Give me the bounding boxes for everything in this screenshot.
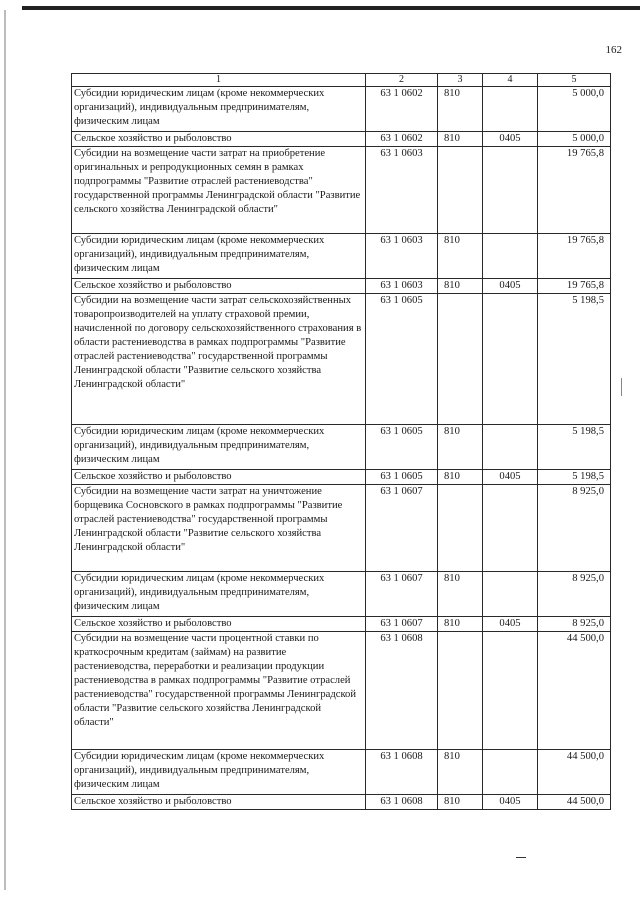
row-name: Сельское хозяйство и рыболовство	[72, 279, 366, 294]
row-code: 63 1 0603	[366, 234, 438, 279]
row-sum: 19 765,8	[538, 147, 611, 234]
scan-border-left	[4, 10, 6, 890]
row-sum: 5 198,5	[538, 425, 611, 470]
row-rz	[483, 632, 538, 750]
row-name: Субсидии на возмещение части затрат на приобретение оригинальных и репродукционных семян в рамках подпрограммы "Развитие отраслей растениеводства" государственной программы Ленинградской области "Развитие сельского хозяйства Ленинградской области"	[72, 147, 366, 234]
row-sum: 44 500,0	[538, 795, 611, 810]
table-body	[72, 87, 611, 810]
row-code: 63 1 0607	[366, 572, 438, 617]
budget-table	[71, 73, 611, 810]
column-header: 4	[483, 74, 538, 87]
column-header: 3	[438, 74, 483, 87]
row-code: 63 1 0605	[366, 425, 438, 470]
row-vr	[438, 294, 483, 425]
row-vr: 810	[438, 470, 483, 485]
row-code: 63 1 0608	[366, 632, 438, 750]
table-row	[72, 485, 611, 572]
row-vr: 810	[438, 279, 483, 294]
column-header: 1	[72, 74, 366, 87]
row-sum: 19 765,8	[538, 279, 611, 294]
row-sum: 5 000,0	[538, 132, 611, 147]
row-sum: 5 198,5	[538, 470, 611, 485]
row-vr: 810	[438, 750, 483, 795]
row-code: 63 1 0605	[366, 470, 438, 485]
row-sum: 8 925,0	[538, 572, 611, 617]
page-number: 162	[605, 44, 622, 56]
row-name: Субсидии юридическим лицам (кроме некоммерческих организаций), индивидуальным предпринимателям, физическим лицам	[72, 425, 366, 470]
row-code: 63 1 0602	[366, 132, 438, 147]
row-code: 63 1 0607	[366, 485, 438, 572]
column-header: 2	[366, 74, 438, 87]
row-code: 63 1 0602	[366, 87, 438, 132]
table-row	[72, 572, 611, 617]
row-name: Субсидии на возмещение части затрат на уничтожение борщевика Сосновского в рамках подпрограммы "Развитие отраслей растениеводства" государственной программы Ленинградской области "Развитие сельского хозяйства Ленинградской области"	[72, 485, 366, 572]
margin-mark	[621, 378, 622, 396]
row-rz	[483, 294, 538, 425]
table-row	[72, 294, 611, 425]
row-code: 63 1 0608	[366, 795, 438, 810]
row-vr: 810	[438, 795, 483, 810]
column-header: 5	[538, 74, 611, 87]
table-row	[72, 425, 611, 470]
row-rz	[483, 147, 538, 234]
row-name: Субсидии на возмещение части затрат сельскохозяйственных товаропроизводителей на уплату страховой премии, начисленной по договору сельскохозяйственного страхования в области растениеводства в рамках подпрограммы "Развитие отраслей растениеводства" государственной программы Ленинградской области "Развитие сельского хозяйства Ленинградской области"	[72, 294, 366, 425]
row-vr: 810	[438, 572, 483, 617]
row-sum: 44 500,0	[538, 632, 611, 750]
row-vr: 810	[438, 132, 483, 147]
row-rz	[483, 572, 538, 617]
row-code: 63 1 0603	[366, 279, 438, 294]
row-rz	[483, 750, 538, 795]
row-name: Субсидии юридическим лицам (кроме некоммерческих организаций), индивидуальным предпринимателям, физическим лицам	[72, 572, 366, 617]
table-row	[72, 87, 611, 132]
row-name: Сельское хозяйство и рыболовство	[72, 470, 366, 485]
row-code: 63 1 0605	[366, 294, 438, 425]
row-rz	[483, 87, 538, 132]
row-sum: 5 198,5	[538, 294, 611, 425]
table-row	[72, 470, 611, 485]
row-sum: 8 925,0	[538, 485, 611, 572]
table-row	[72, 750, 611, 795]
row-name: Субсидии юридическим лицам (кроме некоммерческих организаций), индивидуальным предпринимателям, физическим лицам	[72, 750, 366, 795]
row-name: Сельское хозяйство и рыболовство	[72, 617, 366, 632]
row-rz: 0405	[483, 279, 538, 294]
row-name: Субсидии на возмещение части процентной ставки по краткосрочным кредитам (займам) на развитие растениеводства, переработки и реализации продукции растениеводства в рамках подпрограммы "Развитие отраслей растениеводства" государственной программы Ленинградской области "Развитие сельского хозяйства Ленинградской области"	[72, 632, 366, 750]
table-row	[72, 617, 611, 632]
row-vr: 810	[438, 87, 483, 132]
row-code: 63 1 0608	[366, 750, 438, 795]
row-vr: 810	[438, 617, 483, 632]
row-name: Субсидии юридическим лицам (кроме некоммерческих организаций), индивидуальным предпринимателям, физическим лицам	[72, 87, 366, 132]
row-name: Субсидии юридическим лицам (кроме некоммерческих организаций), индивидуальным предпринимателям, физическим лицам	[72, 234, 366, 279]
table-row	[72, 795, 611, 810]
table-row	[72, 132, 611, 147]
table-row	[72, 234, 611, 279]
row-vr	[438, 485, 483, 572]
header-row	[72, 74, 611, 87]
footer-dash	[516, 857, 526, 858]
row-name: Сельское хозяйство и рыболовство	[72, 795, 366, 810]
table-row	[72, 279, 611, 294]
row-code: 63 1 0603	[366, 147, 438, 234]
row-vr: 810	[438, 234, 483, 279]
row-vr: 810	[438, 425, 483, 470]
row-code: 63 1 0607	[366, 617, 438, 632]
row-rz: 0405	[483, 132, 538, 147]
row-rz: 0405	[483, 795, 538, 810]
row-vr	[438, 147, 483, 234]
row-vr	[438, 632, 483, 750]
scan-border-top	[22, 6, 640, 10]
row-rz	[483, 425, 538, 470]
row-rz	[483, 234, 538, 279]
table-row	[72, 147, 611, 234]
row-sum: 8 925,0	[538, 617, 611, 632]
row-sum: 5 000,0	[538, 87, 611, 132]
row-sum: 19 765,8	[538, 234, 611, 279]
row-rz	[483, 485, 538, 572]
row-rz: 0405	[483, 617, 538, 632]
row-name: Сельское хозяйство и рыболовство	[72, 132, 366, 147]
table-row	[72, 632, 611, 750]
row-sum: 44 500,0	[538, 750, 611, 795]
row-rz: 0405	[483, 470, 538, 485]
